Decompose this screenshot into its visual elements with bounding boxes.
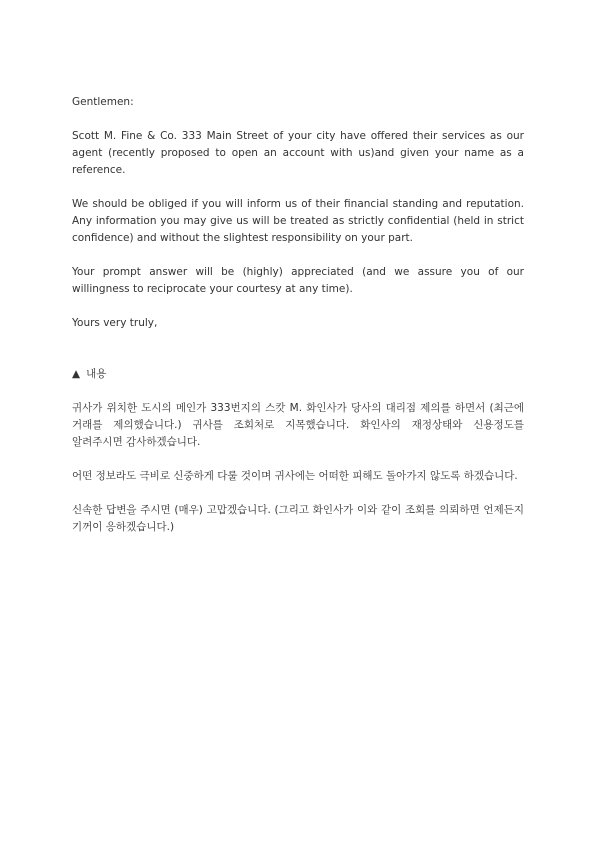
closing: Yours very truly,	[72, 317, 158, 329]
translation-paragraph-3: 신속한 답변을 주시면 (매우) 고맙겠습니다. (그리고 화인사가 이와 같이 조회를 의뢰하면 언제든지 기꺼이 응하겠습니다.)	[72, 504, 524, 533]
salutation: Gentlemen:	[72, 96, 134, 108]
translation-paragraph-2: 어떤 정보라도 극비로 신중하게 다룰 것이며 귀사에는 어떠한 피해도 돌아가지 않도록 하겠습니다.	[72, 470, 518, 482]
letter-paragraph-3: Your prompt answer will be (highly) appreciated (and we assure you of our willingness to reciprocate your courtesy at any time).	[72, 266, 524, 295]
triangle-marker-icon: ▲	[72, 368, 81, 380]
translation-heading	[72, 366, 524, 383]
letter-page	[72, 94, 524, 553]
letter-paragraph-1: Scott M. Fine & Co. 333 Main Street of your city have offered their services as our agent (recently proposed to open an account with us)and given your name as a reference.	[72, 130, 524, 176]
translation-paragraph-1: 귀사가 위치한 도시의 메인가 333번지의 스캇 M. 화인사가 당사의 대리점 제의를 하면서 (최근에 거래를 제의했습니다.) 귀사를 조회처로 지목했습니다. 화인사의 재정상태와 신용정도를 알려주시면 감사하겠습니다.	[72, 402, 524, 448]
letter-paragraph-2: We should be obliged if you will inform us of their financial standing and reputation. Any information you may give us will be treated as strictly confidential (held in strict confidence) and without the slightest responsibility on your part.	[72, 198, 524, 244]
translation-heading-label: 내용	[86, 368, 107, 380]
